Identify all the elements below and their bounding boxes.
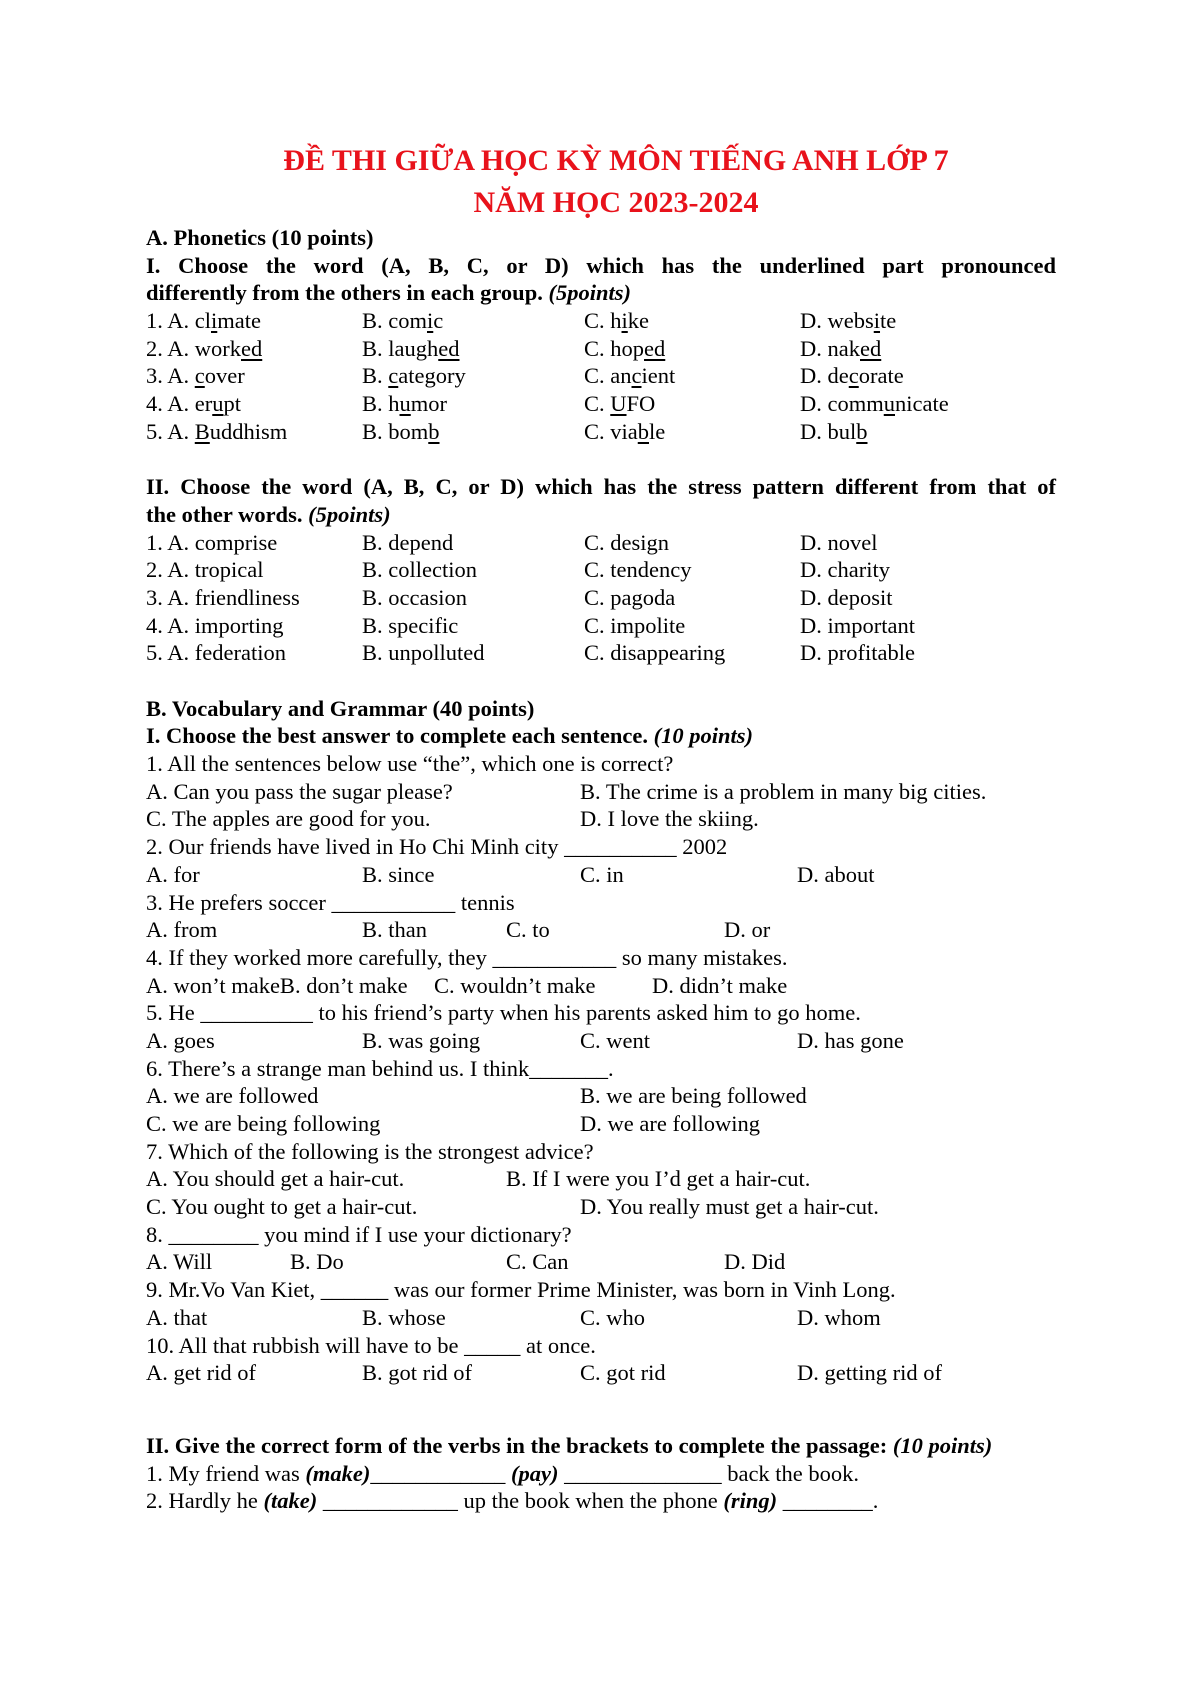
verb-hint: (take) <box>263 1488 318 1514</box>
option-a: A. from <box>146 917 218 943</box>
stress-row-2 <box>146 556 1056 584</box>
option-c: C. to <box>506 917 550 943</box>
exam-title <box>176 140 1056 224</box>
points-label: (10 points) <box>653 723 754 749</box>
underlined-part: c <box>388 363 399 389</box>
option-c: C. we are being following <box>146 1111 381 1136</box>
stress-option: 2. A. tropical <box>146 557 264 583</box>
word-part: B. laugh <box>362 335 439 361</box>
spacer <box>146 446 1056 474</box>
underlined-part: c <box>194 363 205 389</box>
stress-option: B. collection <box>362 557 477 583</box>
sentence-text: 2. Hardly he <box>146 1488 264 1514</box>
word-part: C. h <box>584 308 622 334</box>
stress-row-1 <box>146 529 1056 557</box>
phonetics-row-2 <box>146 335 1056 363</box>
word-part: le <box>649 418 666 444</box>
question-2-options <box>146 861 1056 889</box>
stress-option: 4. A. importing <box>146 612 284 638</box>
underlined-part: c <box>848 363 859 389</box>
phonetics-option <box>362 335 460 363</box>
question-10-options <box>146 1359 1056 1387</box>
stress-option: B. occasion <box>362 584 467 610</box>
instruction-text: II. Give the correct form of the verbs in the brackets to complete the passage: <box>146 1432 888 1458</box>
phonetics-row-1 <box>146 307 1056 335</box>
question-1: 1. All the sentences below use “the”, which one is correct? <box>146 751 674 777</box>
question-2: 2. Our friends have lived in Ho Chi Minh city __________ 2002 <box>146 834 728 860</box>
phonetics-option <box>584 335 665 363</box>
question-10: 10. All that rubbish will have to be _____ at once. <box>146 1332 596 1358</box>
stress-option: B. depend <box>362 529 454 555</box>
underlined-part: u <box>212 391 224 417</box>
word-part: 4. A. er <box>146 391 213 417</box>
underlined-part: i <box>873 308 881 334</box>
title-line-2: NĂM HỌC 2023-2024 <box>473 186 759 219</box>
question-1-options-cd <box>146 805 1056 833</box>
points-label: (10 points) <box>892 1432 993 1458</box>
underlined-part: i <box>427 308 434 334</box>
option-b: B. got rid of <box>362 1360 472 1386</box>
word-part: B. com <box>362 308 427 334</box>
stress-option: D. profitable <box>800 640 915 666</box>
instruction-text: the other words. <box>146 501 303 527</box>
underlined-part: i <box>621 308 628 334</box>
word-part: B. h <box>362 391 400 417</box>
word-part: FO <box>626 391 656 417</box>
verb-sentence-2 <box>146 1487 1056 1515</box>
word-part: D. bul <box>800 418 857 444</box>
title-line-1: ĐỀ THI GIỮA HỌC KỲ MÔN TIẾNG ANH LỚP 7 <box>283 144 949 177</box>
option-d: D. didn’t make <box>652 972 788 998</box>
option-d: D. we are following <box>580 1111 760 1136</box>
option-b: B. whose <box>362 1304 446 1330</box>
phonetics-option <box>362 390 447 418</box>
underlined-part: u <box>883 391 895 417</box>
word-part: ke <box>627 308 650 334</box>
phonetics-option <box>146 390 241 418</box>
phonetics-option <box>800 362 904 390</box>
underlined-part: i <box>211 308 218 334</box>
phonetics-option <box>584 418 665 446</box>
section-a-part2-instruction-line1: II. Choose the word (A, B, C, or D) which has the stress pattern different from that of <box>146 474 1056 500</box>
word-part: over <box>204 363 245 389</box>
answer-blank: ____________ <box>370 1460 511 1486</box>
option-c: C. went <box>580 1027 650 1053</box>
underlined-part: ed <box>241 335 263 361</box>
stress-option: 3. A. friendliness <box>146 584 300 610</box>
word-part: D. comm <box>800 391 884 417</box>
question-9: 9. Mr.Vo Van Kiet, ______ was our former Prime Minister, was born in Vinh Long. <box>146 1277 896 1303</box>
word-part: c <box>433 308 444 334</box>
question-6-options-ab <box>146 1082 1056 1110</box>
phonetics-row-3 <box>146 362 1056 390</box>
option-c: C. The apples are good for you. <box>146 806 431 832</box>
stress-rows <box>146 529 1056 667</box>
stress-row-3 <box>146 584 1056 612</box>
question-8-options <box>146 1248 1056 1276</box>
phonetics-option <box>800 307 896 335</box>
points-label: (5points) <box>548 280 631 306</box>
option-a: A. for <box>146 861 200 887</box>
section-a-heading: A. Phonetics (10 points) <box>146 225 374 250</box>
stress-option: C. pagoda <box>584 584 676 610</box>
word-part: 5. A. <box>146 418 195 444</box>
option-a: A. we are followed <box>146 1083 319 1109</box>
verb-sentence-1 <box>146 1460 1056 1488</box>
option-a: A. goes <box>146 1027 215 1053</box>
phonetics-option <box>584 362 675 390</box>
word-part: D. nak <box>800 335 860 361</box>
sentence-text: ______________ back the book. <box>558 1460 860 1486</box>
word-part: mate <box>217 308 261 334</box>
question-3: 3. He prefers soccer ___________ tennis <box>146 889 515 915</box>
question-4: 4. If they worked more carefully, they ___________ so many mistakes. <box>146 944 788 970</box>
option-b: B. If I were you I’d get a hair-cut. <box>506 1166 811 1192</box>
option-d: D. has gone <box>797 1027 904 1053</box>
word-part: uddhism <box>209 418 288 444</box>
sentence-text: ____________ up the book when the phone <box>317 1488 724 1514</box>
stress-option: B. unpolluted <box>362 640 485 666</box>
word-part: 1. A. cl <box>146 308 211 334</box>
section-b-part2-instruction <box>146 1432 1056 1460</box>
question-3-options <box>146 916 1056 944</box>
word-part: D. webs <box>800 308 874 334</box>
word-part: nicate <box>895 391 949 417</box>
phonetics-option <box>146 335 262 363</box>
option-d: D. getting rid of <box>797 1360 942 1386</box>
stress-row-4 <box>146 612 1056 640</box>
word-part: orate <box>858 363 904 389</box>
word-part: C. via <box>584 418 638 444</box>
question-5-options <box>146 1027 1056 1055</box>
section-a-part1-instruction-line2 <box>146 279 1056 307</box>
phonetics-option <box>584 307 649 335</box>
option-a: A. Will <box>146 1249 213 1275</box>
word-part: te <box>880 308 897 334</box>
phonetics-option <box>146 418 287 446</box>
word-part: mor <box>410 391 448 417</box>
word-part: C. an <box>584 363 632 389</box>
verb-hint: (ring) <box>723 1488 778 1514</box>
phonetics-option <box>584 390 655 418</box>
phonetics-option <box>362 418 440 446</box>
underlined-part: U <box>610 391 627 417</box>
question-1-options-ab <box>146 778 1056 806</box>
instruction-text: differently from the others in each group. <box>146 280 543 306</box>
stress-option: 5. A. federation <box>146 640 286 666</box>
phonetics-option <box>146 307 261 335</box>
underlined-part: b <box>637 418 649 444</box>
option-c: C. You ought to get a hair-cut. <box>146 1194 418 1220</box>
stress-option: C. tendency <box>584 557 692 583</box>
underlined-part: c <box>631 363 642 389</box>
option-b: B. Do <box>290 1249 344 1275</box>
option-b: B. was going <box>362 1027 481 1053</box>
option-c: C. got rid <box>580 1360 666 1386</box>
phonetics-option <box>800 418 868 446</box>
underlined-part: B <box>194 418 210 444</box>
option-c: C. in <box>580 861 624 887</box>
word-part: ient <box>641 363 676 389</box>
stress-option: D. important <box>800 612 915 638</box>
points-label: (5points) <box>308 501 391 527</box>
stress-option: B. specific <box>362 612 459 638</box>
section-b-heading: B. Vocabulary and Grammar (40 points) <box>146 695 535 721</box>
underlined-part: b <box>856 418 868 444</box>
option-a: A. Can you pass the sugar please? <box>146 778 453 804</box>
word-part: D. de <box>800 363 849 389</box>
option-d: D. You really must get a hair-cut. <box>580 1194 879 1220</box>
word-part: C. hop <box>584 335 645 361</box>
underlined-part: ed <box>644 335 666 361</box>
section-b-part1-instruction <box>146 722 1056 750</box>
option-c: C. wouldn’t make <box>434 972 596 998</box>
phonetics-option <box>146 362 245 390</box>
phonetics-option <box>362 362 466 390</box>
option-d: D. about <box>797 861 875 887</box>
spacer <box>146 667 1056 695</box>
stress-row-5 <box>146 639 1056 667</box>
underlined-part: ed <box>438 335 460 361</box>
underlined-part: u <box>399 391 411 417</box>
option-d: D. whom <box>797 1304 881 1330</box>
phonetics-row-4 <box>146 390 1056 418</box>
option-d: D. I love the skiing. <box>580 806 759 832</box>
word-part: C. <box>584 391 611 417</box>
sentence-text: ________. <box>777 1488 879 1514</box>
phonetics-option <box>800 390 949 418</box>
underlined-part: b <box>428 418 440 444</box>
option-c: C. Can <box>506 1249 569 1275</box>
stress-option: D. charity <box>800 557 890 583</box>
section-a-part2-instruction-line2 <box>146 501 1056 529</box>
option-b: B. since <box>362 861 435 887</box>
option-d: D. or <box>724 917 771 943</box>
word-part: B. bom <box>362 418 429 444</box>
option-d: D. Did <box>724 1249 786 1275</box>
option-b: B. than <box>362 917 427 943</box>
instruction-text: I. Choose the best answer to complete each sentence. <box>146 723 648 749</box>
sentence-text: 1. My friend was <box>146 1460 306 1486</box>
question-7: 7. Which of the following is the strongest advice? <box>146 1138 594 1164</box>
stress-option: D. novel <box>800 529 878 555</box>
stress-option: 1. A. comprise <box>146 529 278 555</box>
stress-option: C. impolite <box>584 612 686 638</box>
stress-option: D. deposit <box>800 584 893 610</box>
word-part: B. <box>362 363 389 389</box>
option-a: A. You should get a hair-cut. <box>146 1166 405 1192</box>
stress-option: C. disappearing <box>584 640 726 666</box>
spacer <box>146 1387 1056 1432</box>
phonetics-option <box>800 335 881 363</box>
word-part: pt <box>223 391 242 417</box>
option-b: B. The crime is a problem in many big cities. <box>580 778 987 804</box>
underlined-part: ed <box>860 335 882 361</box>
option-c: C. who <box>580 1304 646 1330</box>
question-6: 6. There’s a strange man behind us. I think_______. <box>146 1055 614 1081</box>
option-a: A. get rid of <box>146 1360 256 1386</box>
question-5: 5. He __________ to his friend’s party when his parents asked him to go home. <box>146 1000 861 1026</box>
word-part: 3. A. <box>146 363 195 389</box>
phonetics-rows <box>146 307 1056 445</box>
question-6-options-cd <box>146 1110 1056 1138</box>
word-part: 2. A. work <box>146 335 241 361</box>
verb-hint: (pay) <box>510 1460 559 1486</box>
question-7-options-ab <box>146 1165 1056 1193</box>
word-part: ategory <box>398 363 466 389</box>
question-8: 8. ________ you mind if I use your dictionary? <box>146 1221 572 1247</box>
section-a-part1-instruction-line1: I. Choose the word (A, B, C, or D) which has the underlined part pronounced <box>146 252 1056 278</box>
question-7-options-cd <box>146 1193 1056 1221</box>
question-4-options <box>146 972 1056 1000</box>
phonetics-row-5 <box>146 418 1056 446</box>
option-b: B. we are being followed <box>580 1083 807 1109</box>
stress-option: C. design <box>584 529 670 555</box>
verb-hint: (make) <box>305 1460 371 1486</box>
option-ab: A. won’t makeB. don’t make <box>146 972 408 998</box>
option-a: A. that <box>146 1304 208 1330</box>
question-9-options <box>146 1304 1056 1332</box>
exam-page <box>146 140 1056 1515</box>
phonetics-option <box>362 307 443 335</box>
